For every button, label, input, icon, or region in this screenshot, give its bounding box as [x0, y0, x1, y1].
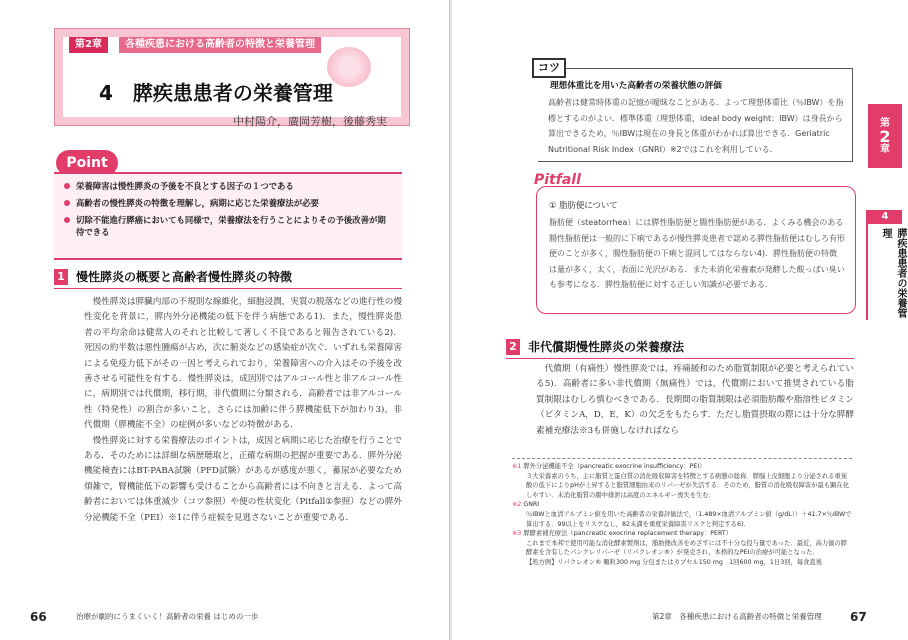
authors: 中村陽介，廣岡芳樹，後藤秀実: [233, 115, 387, 128]
footnote-line: [512, 472, 852, 501]
section-tab-number: 4: [868, 210, 902, 224]
footnote-text: これまで本邦で使用可能な消化酵素製剤は，脂肪便改善をめざすには不十分な投与量であった．最近，高力価の膵酵素を含有したパンクレリパーゼ（リパクレオン®）が発売され，本格的なPEIの治療が可能となった．: [526, 539, 848, 557]
pitfall-text: 脂肪便（steatorrhea）には膵性脂肪便と腸性脂肪便がある．よくみる機会のある腸性脂肪便は一般的に下痢であるが慢性膵炎患者で認める膵性脂肪便はむしろ有形便のことが多く，腸性脂肪便の下痢と混同してはならない4)．膵性脂肪便の特徴は量が多く，太く，表面に光沢がある．また未消化栄養素が発酵した酸っぱい臭いも参考になる．膵性脂肪便に対する正しい知識が必要である．: [549, 218, 845, 290]
section-number: 1: [54, 269, 68, 285]
paragraph: 慢性膵炎に対する栄養療法のポイントは，成因と病期に応じた治療を行うことである．そのためには詳細な病歴聴取と，正確な病期の把握が重要である．膵外分泌機能検査にはBT-PABA試験（PFD試験）があるが感度が悪く，蓄尿が必要なため煩雑で，腎機能低下の影響も受けることから高齢者には不向きと言える．よって高齢者においては体重減少（コツ参照）や便の性状変化（Pitfall①参照）などの膵外分泌機能不全（PEI）※1に伴う症候を見逃さないことが重要である．: [84, 435, 402, 523]
point-item: 栄養障害は慢性膵炎の予後を不良とする因子の１つである: [64, 180, 392, 192]
point-item: 高齢者の慢性膵炎の特徴を理解し，病期に応じた栄養療法が必要: [64, 197, 392, 209]
paragraph: 慢性膵炎は膵臓内部の不規則な線維化，細胞浸潤，実質の脱落などの進行性の慢性変化を背景に，膵内外分泌機能の低下を伴う病態である1)．また，慢性膵炎患者の平均余命は健常人のそれと比較して著しく不良であると報告されている2)．死因の約半数は悪性腫瘍が占め，次に腑炎などの感染症が次ぐ．いずれも栄養障害による免疫力低下がその一因と考えられており，栄養障害への介入はその予後を改善させる可能性を有する．慢性膵炎は，成因別ではアルコール性と非アルコール性に，病期別では代償期，移行期，非代償期に分類される．高齢者では非アルコール性（特発性）の割合が多いこと，さらには加齢に伴う膵機能低下が加わり3)，非代償期（膵機能不全）の症例が多いなどの特徴がある．: [84, 297, 402, 431]
point-badge: Point: [56, 150, 118, 176]
footnote-line: [512, 462, 852, 472]
footnote-line: [512, 510, 852, 529]
paragraph: 代償期（有痛性）慢性膵炎では，疼痛緩和のため脂質制限が必要と考えられている5)．高齢者に多い非代償期（無痛性）では，代償期において推奨されている脂質制限はむしろ慎むべきである．長期間の脂質制限は必須脂肪酸や脂溶性ビタミン（ビタミンA，D，E，K）の欠乏をもたらす．ただし脂質摂取の際には十分な膵酵素補充療法※3も併施しなければなら: [536, 364, 854, 436]
section-heading-2: [506, 338, 684, 355]
section-rule: [506, 358, 854, 359]
footnote-mark: ※3: [512, 530, 522, 538]
section1-body: [84, 295, 402, 526]
kotsu-text: 高齢者は健常時体重の記憶が曖昧なことがある．よって理想体重比（％IBW）を指標とするのがよい．標準体重（理想体重，ideal body weight：IBW）は身長から算出できるため，％IBWは現在の身長と体重がわかれば算出できる．Geriatric Nutritional Risk Index（GNRI）※2ではこれを利用している．: [548, 98, 844, 154]
chapter-tab-number: 2: [879, 126, 891, 146]
section2-body: [536, 362, 854, 439]
footnote-text: GNRI: [523, 501, 540, 509]
pitfall-box: [536, 186, 856, 314]
section-heading-1: [54, 268, 292, 285]
footnote-line: [512, 500, 852, 510]
footnote-text: 膵外分泌機能不全（pancreatic exocrine insufficiency：PEI）: [523, 463, 706, 470]
section-number: 2: [506, 339, 520, 355]
chapter-side-tab: [868, 104, 902, 168]
chapter-subtitle: 各種疾患における高齢者の特徴と栄養管理: [119, 37, 321, 53]
decorative-cell-illustration: [327, 47, 371, 87]
footnote-text: 【処方例】リパクレオン® 顆粒300 mg 分包またはカプセル150 mg 1回600 mg，1日3回，毎食直後: [526, 558, 823, 566]
section-rule: [54, 288, 402, 289]
footnotes: [512, 462, 852, 568]
chapter-tab-bottom: 章: [880, 143, 890, 155]
footnote-text: 膵酵素補充療法（pancreatic exocrine replacement therapy：PERT）: [523, 530, 733, 538]
pitfall-title: ① 脂肪便について: [549, 200, 618, 210]
section-tab-label: 膵疾患患者の栄養管理: [880, 228, 906, 318]
footnote-text: ３大栄養素のうち，主に脂質と蛋白質の消化吸収障害を特徴とする病態の総称．膵腺上皮細胞より分泌される重炭酸の低下によりpHが上昇すると脂質細胞由来のリパーゼが失活する．そのため，脂質の消化吸収障害が最も顕在化しやすい．未消化脂質の腸中排泄は高度のエネルギー喪失を生む．: [526, 472, 850, 499]
kotsu-title: 理想体重比を用いた高齢者の栄養状態の評価: [550, 81, 722, 91]
kotsu-badge: コツ: [532, 58, 566, 78]
point-item: 切除不能進行膵癌においても同様で，栄養療法を行うことによりその予後改善が期待できる: [64, 214, 392, 238]
page-number-left: 66: [30, 610, 47, 624]
running-footer-left: 治療が劇的にうまくいく！高齢者の栄養 はじめの一歩: [76, 612, 259, 621]
chapter-label: 第2章: [69, 37, 108, 53]
page-number-right: 67: [850, 610, 867, 624]
footnote-line: [512, 539, 852, 558]
chapter-header: [54, 28, 410, 126]
section-title: 非代償期慢性膵炎の栄養療法: [528, 340, 685, 354]
footnote-line: [512, 558, 852, 568]
kotsu-box: [538, 68, 853, 162]
running-footer-right: 第2章 各種疾患における高齢者の特徴と栄養管理: [652, 612, 822, 621]
footnote-mark: ※2: [512, 501, 522, 509]
footnote-text: ％IBWと血清アルブミン値を用いた高齢者の栄養評価法で，（1.489×血清アルブミン値（g/dL））＋41.7×％IBWで算出する．99以上をリスクなし，82未満を重度栄養障害リスクと判定する6)．: [526, 510, 852, 528]
footnote-mark: ※1: [512, 463, 522, 470]
right-page: [452, 0, 906, 640]
point-list: [54, 180, 402, 238]
footnote-divider: [512, 458, 852, 459]
chapter-tab-top: 第: [880, 117, 890, 129]
section-title: 慢性膵炎の概要と高齢者慢性膵炎の特徴: [76, 270, 293, 284]
page-title: 4 膵疾患患者の栄養管理: [99, 81, 333, 105]
section-side-tab: [866, 210, 906, 320]
pitfall-badge: Pitfall: [534, 172, 581, 188]
left-page: [0, 0, 450, 640]
point-box: [54, 172, 402, 260]
footnote-line: [512, 529, 852, 539]
